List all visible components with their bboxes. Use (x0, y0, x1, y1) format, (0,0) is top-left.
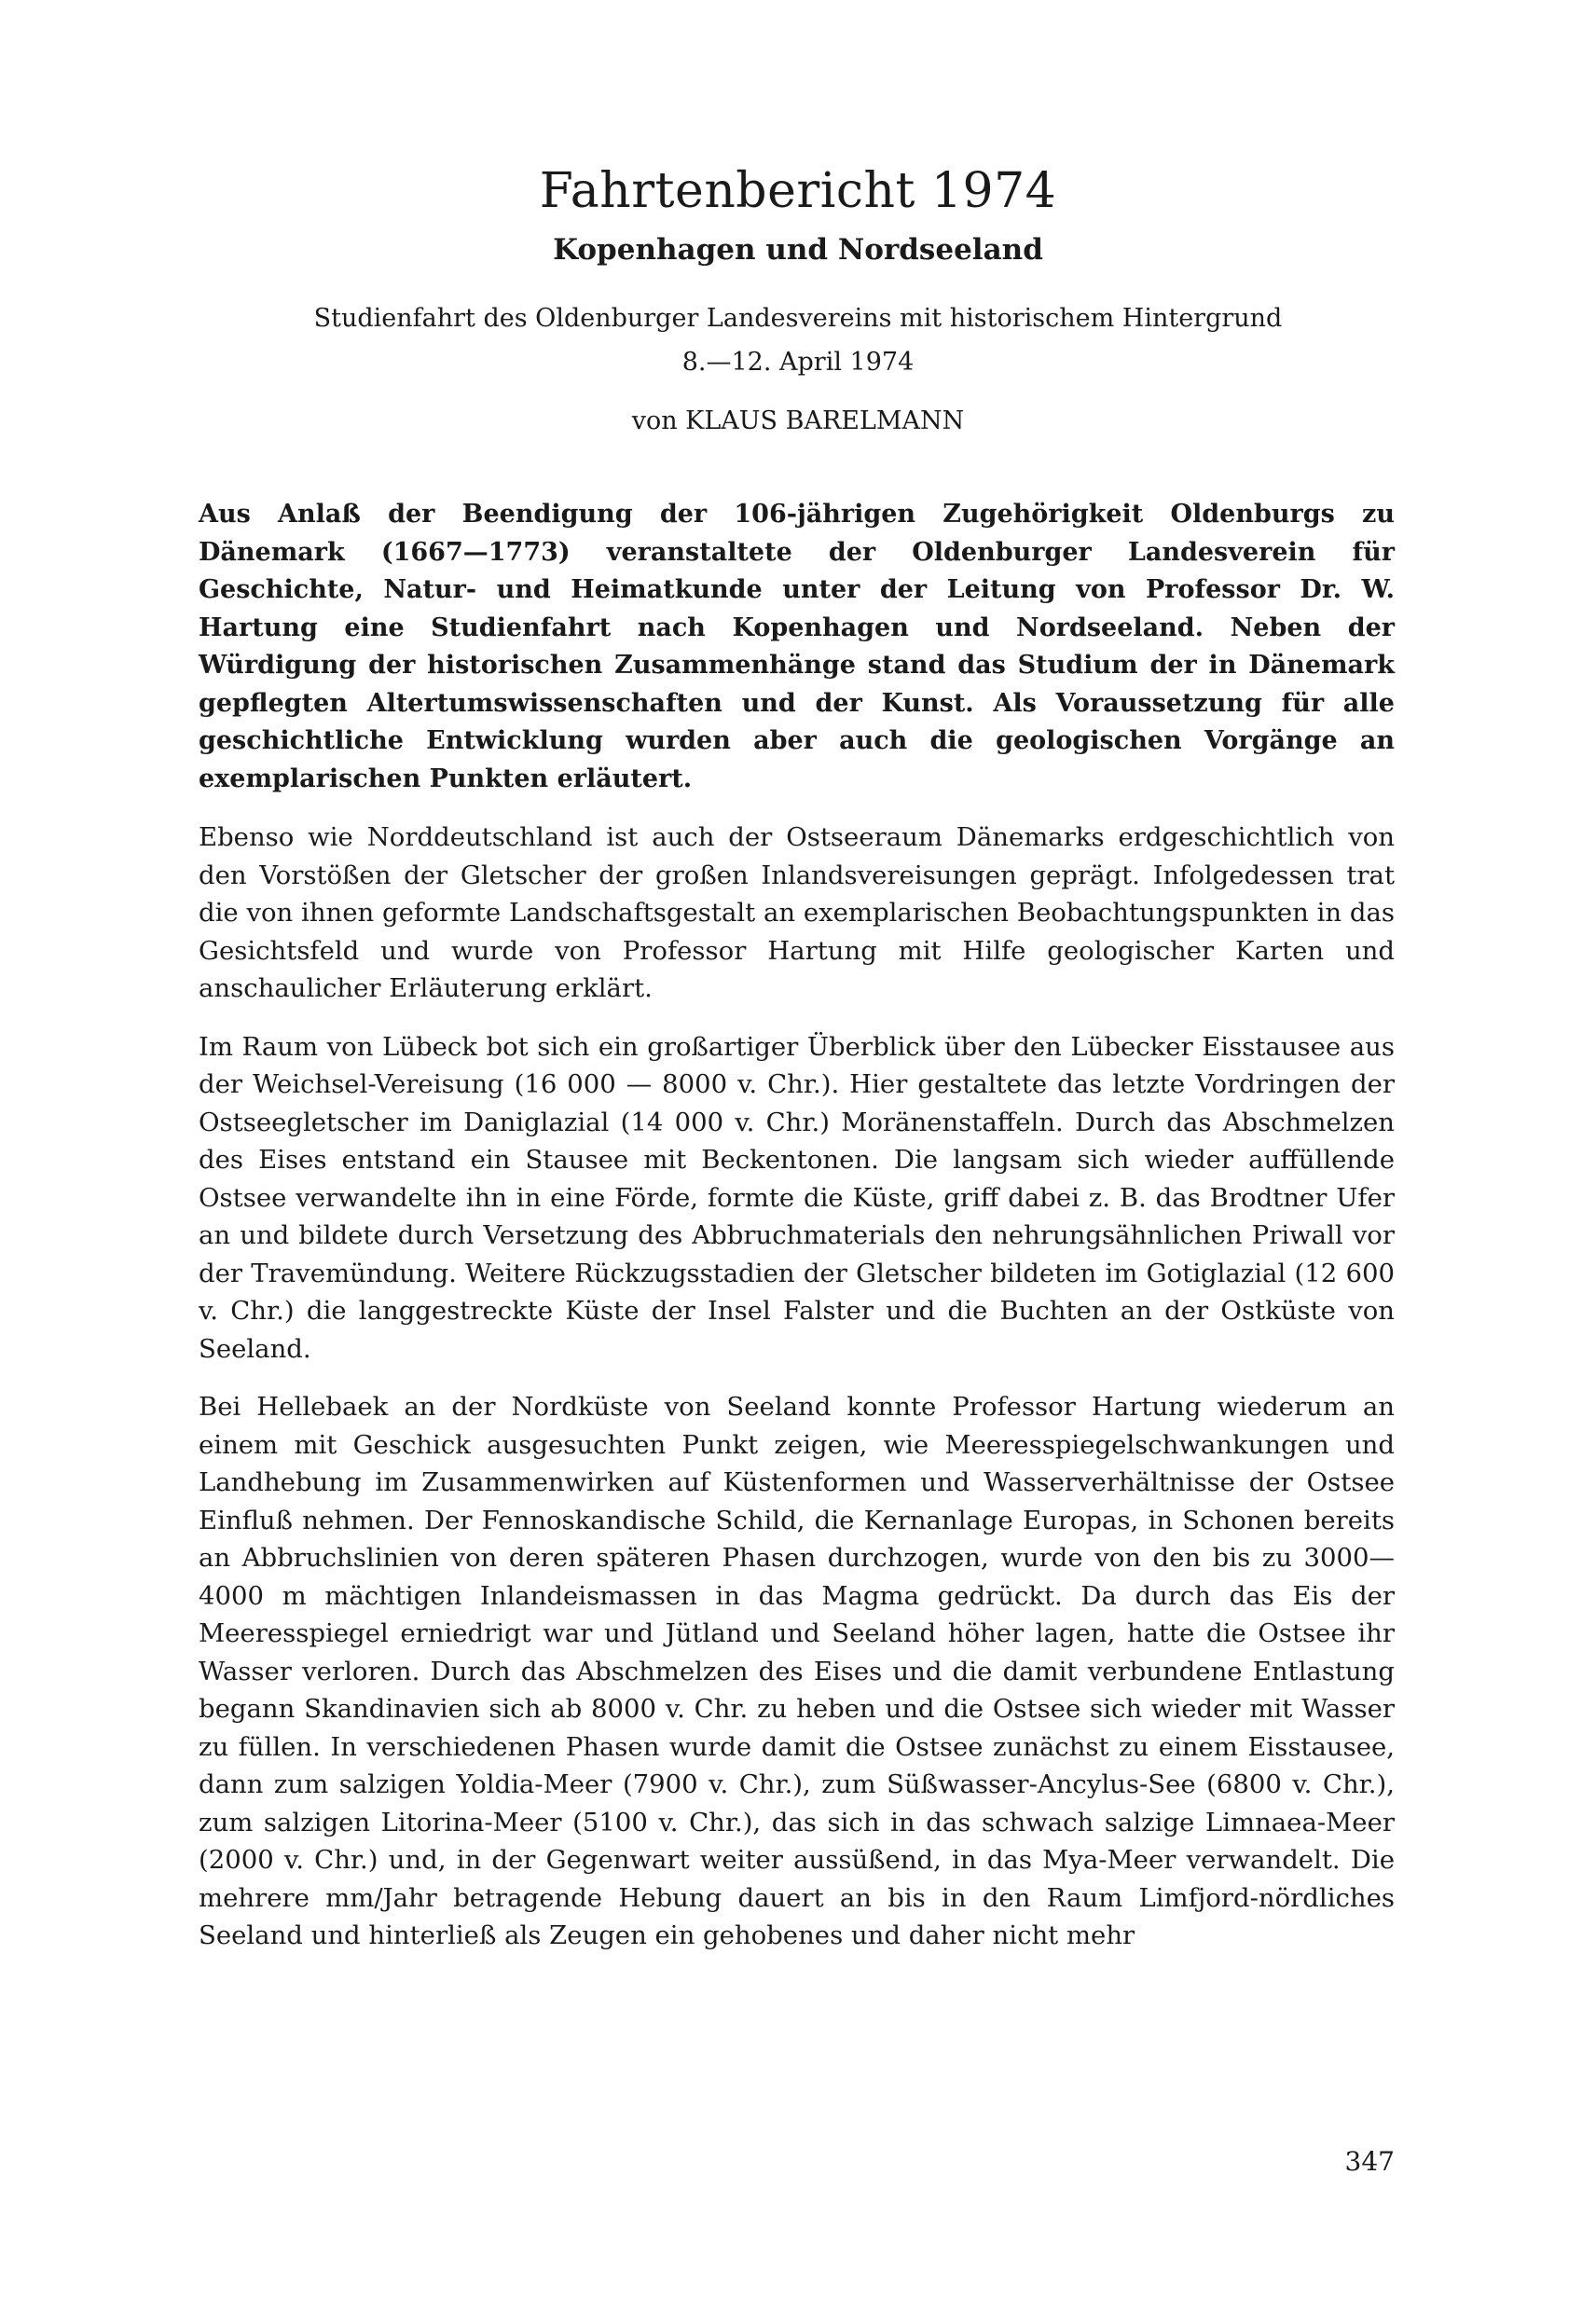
article-body (199, 496, 1395, 1975)
intro-line-1: Studienfahrt des Oldenburger Landesvereins mit historischem Hintergrund (313, 304, 1283, 333)
author-line: von KLAUS BARELMANN (631, 406, 965, 435)
paragraph-lead: Aus Anlaß der Beendigung der 106-jährigen Zugehörigkeit Oldenburgs zu Dänemark (1667—1773) veranstaltete der Oldenburger Landesverein für Geschichte, Natur- und Heimatkunde unter der Leitung von Professor Dr. W. Hartung eine Studienfahrt nach Kopenhagen und Nordseeland. Neben der Würdigung der historischen Zusammenhänge stand das Studium der in Dänemark gepflegten Altertumswissenschaften und der Kunst. Als Voraussetzung für alle geschichtliche Entwicklung wurden aber auch die geologischen Vorgänge an exemplarischen Punkten erläutert. (199, 500, 1395, 793)
page-number: 347 (1344, 2146, 1395, 2177)
paragraph: Ebenso wie Norddeutschland ist auch der Ostseeraum Dänemarks erdgeschichtlich von den Vorstößen der Gletscher der großen Inlandsvereisungen geprägt. Infolgedessen trat die von ihnen geformte Landschaftsgestalt an exemplarischen Beobachtungspunkten in das Gesichtsfeld und wurde von Professor Hartung mit Hilfe geologischer Karten und anschaulicher Erläuterung erklärt. (199, 822, 1395, 1003)
article-title: Fahrtenbericht 1974 (539, 163, 1057, 219)
paragraph: Im Raum von Lübeck bot sich ein großartiger Überblick über den Lübecker Eisstausee aus der Weichsel-Vereisung (16 000 — 8000 v. Chr.). Hier gestaltete das letzte Vordringen der Ostseegletscher im Daniglazial (14 000 v. Chr.) Moränenstaffeln. Durch das Abschmelzen des Eises entstand ein Stausee mit Beckentonen. Die langsam sich wieder auffüllende Ostsee verwandelte ihn in eine Förde, formte die Küste, griff dabei z. B. das Brodtner Ufer an und bildete durch Versetzung des Abbruchmaterials den nehrungsähnlichen Priwall vor der Travemündung. Weitere Rückzugsstadien der Gletscher bildeten im Gotiglazial (12 600 v. Chr.) die langgestreckte Küste der Insel Falster und die Buchten an der Ostküste von Seeland. (199, 1031, 1395, 1364)
intro-block (0, 296, 1596, 384)
paragraph: Bei Hellebaek an der Nordküste von Seeland konnte Professor Hartung wiederum an einem mit Geschick ausgesuchten Punkt zeigen, wie Meeresspiegelschwankungen und Landhebung im Zusammenwirken auf Küstenformen und Wasserverhältnisse der Ostsee Einfluß nehmen. Der Fennoskandische Schild, die Kernanlage Europas, in Schonen bereits an Abbruchslinien von deren späteren Phasen durchzogen, wurde von den bis zu 3000—4000 m mächtigen Inlandeismassen in das Magma gedrückt. Da durch das Eis der Meeresspiegel erniedrigt war und Jütland und Seeland höher lagen, hatte die Ostsee ihr Wasser verloren. Durch das Abschmelzen des Eises und die damit verbundene Entlastung begann Skandinavien sich ab 8000 v. Chr. zu heben und die Ostsee sich wieder mit Wasser zu füllen. In verschiedenen Phasen wurde damit die Ostsee zunächst zu einem Eisstausee, dann zum salzigen Yoldia-Meer (7900 v. Chr.), zum Süßwasser-Ancylus-See (6800 v. Chr.), zum salzigen Litorina-Meer (5100 v. Chr.), das sich in das schwach salzige Limnaea-Meer (2000 v. Chr.) und, in der Gegenwart weiter aussüßend, in das Mya-Meer verwandelt. Die mehrere mm/Jahr betragende Hebung dauert an bis in den Raum Limfjord-nördliches Seeland und hinterließ als Zeugen ein gehobenes und daher nicht mehr (199, 1392, 1395, 1950)
article-subtitle: Kopenhagen und Nordseeland (553, 233, 1043, 267)
intro-line-2: 8.—12. April 1974 (681, 348, 915, 377)
